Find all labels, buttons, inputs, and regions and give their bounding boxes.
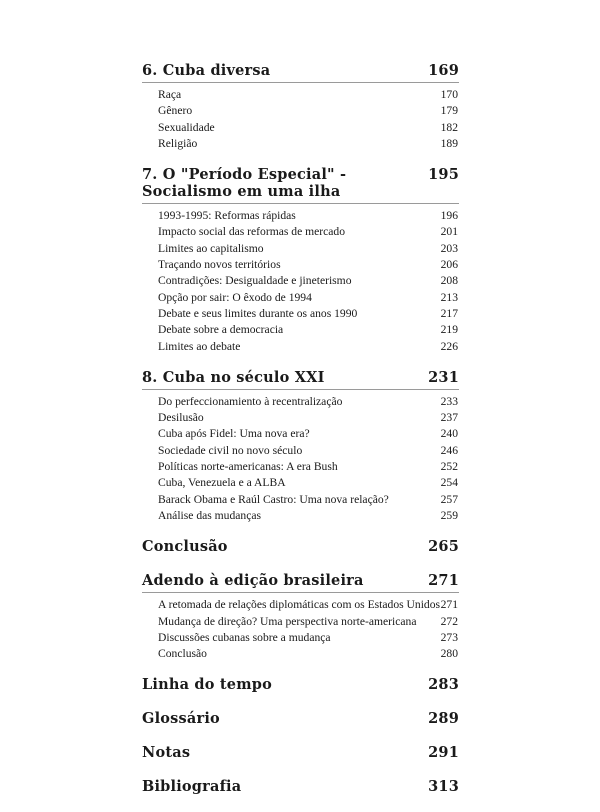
section-page-number: 182 <box>440 120 458 134</box>
chapter-title: 8. Cuba no século XXI <box>142 368 325 386</box>
section-page-number: 226 <box>440 339 458 353</box>
section-title: Limites ao debate <box>158 339 241 353</box>
toc-section-entry[interactable] <box>142 208 459 224</box>
toc-chapter-entry[interactable] <box>142 778 459 798</box>
toc-chapter-entry[interactable] <box>142 538 459 558</box>
section-page-number: 208 <box>440 274 458 288</box>
section-title: Conclusão <box>158 647 207 661</box>
toc-section-entry[interactable] <box>142 443 459 459</box>
toc-section-entry[interactable] <box>142 426 459 442</box>
toc-section-entry[interactable] <box>142 410 459 426</box>
chapter-page-number: 195 <box>428 166 459 184</box>
chapter-title: Linha do tempo <box>142 676 272 694</box>
section-page-number: 179 <box>440 104 458 118</box>
chapter-page-number: 313 <box>428 778 459 796</box>
section-title: Discussões cubanas sobre a mudança <box>158 630 331 644</box>
section-page-number: 237 <box>440 411 458 425</box>
section-title: Do perfeccionamiento à recentralização <box>158 394 343 408</box>
toc-chapter-block <box>142 166 459 355</box>
toc-chapter-block <box>142 369 459 524</box>
section-page-number: 273 <box>440 630 458 644</box>
chapter-page-number: 271 <box>428 572 459 590</box>
section-title: Raça <box>158 88 182 101</box>
section-title: Sexualidade <box>158 120 215 134</box>
toc-section-entry[interactable] <box>142 508 459 524</box>
toc-section-entry[interactable] <box>142 614 459 630</box>
chapter-page-number: 291 <box>428 744 459 762</box>
section-page-number: 272 <box>440 614 458 628</box>
chapter-title: 7. O "Período Especial" - Socialismo em uma ilha <box>142 166 347 201</box>
toc-section-entry[interactable] <box>142 103 459 119</box>
section-title: Políticas norte-americanas: A era Bush <box>158 460 338 474</box>
section-title: Limites ao capitalismo <box>158 241 264 255</box>
section-title: A retomada de relações diplomáticas com os Estados Unidos <box>158 598 441 612</box>
toc-section-entry[interactable] <box>142 306 459 322</box>
toc-chapter-entry[interactable] <box>142 572 459 593</box>
toc-section-entry[interactable] <box>142 87 459 103</box>
toc-section-entry[interactable] <box>142 224 459 240</box>
section-page-number: 196 <box>440 209 458 223</box>
toc-chapter-block <box>142 676 459 696</box>
toc-section-entry[interactable] <box>142 257 459 273</box>
chapter-page-number: 283 <box>428 676 459 694</box>
toc-chapter-block <box>142 778 459 798</box>
toc-chapter-entry[interactable] <box>142 166 459 204</box>
section-title: Debate e seus limites durante os anos 1990 <box>158 306 358 320</box>
section-title: Desilusão <box>158 411 204 425</box>
toc-section-entry[interactable] <box>142 646 459 662</box>
section-title: Debate sobre a democracia <box>158 323 284 337</box>
table-of-contents <box>142 62 459 812</box>
section-page-number: 254 <box>440 476 458 490</box>
section-title: Gênero <box>158 104 193 118</box>
toc-chapter-block <box>142 538 459 558</box>
toc-chapter-block <box>142 62 459 152</box>
section-page-number: 271 <box>440 598 458 612</box>
section-page-number: 213 <box>440 290 458 304</box>
section-page-number: 203 <box>440 241 458 255</box>
chapter-page-number: 289 <box>428 710 459 728</box>
section-title: Religião <box>158 136 198 150</box>
section-title: Sociedade civil no novo século <box>158 443 303 457</box>
chapter-title: Adendo à edição brasileira <box>142 572 364 590</box>
toc-section-entry[interactable] <box>142 241 459 257</box>
section-title: Impacto social das reformas de mercado <box>158 225 346 239</box>
toc-section-entry[interactable] <box>142 630 459 646</box>
toc-chapter-block <box>142 710 459 730</box>
toc-section-entry[interactable] <box>142 459 459 475</box>
toc-section-entry[interactable] <box>142 120 459 136</box>
section-page-number: 257 <box>440 492 458 506</box>
toc-chapter-entry[interactable] <box>142 62 459 83</box>
chapter-page-number: 265 <box>428 538 459 556</box>
toc-section-entry[interactable] <box>142 492 459 508</box>
section-page-number: 233 <box>440 394 458 408</box>
section-title: Opção por sair: O êxodo de 1994 <box>158 290 312 304</box>
chapter-title: Glossário <box>142 710 220 728</box>
section-page-number: 280 <box>440 647 458 661</box>
chapter-page-number: 169 <box>428 62 459 79</box>
section-page-number: 206 <box>440 258 458 272</box>
section-page-number: 240 <box>440 427 458 441</box>
chapter-title: Notas <box>142 744 191 762</box>
section-title: Contradições: Desigualdade e jineterismo <box>158 274 352 288</box>
toc-chapter-block <box>142 572 459 662</box>
toc-section-entry[interactable] <box>142 394 459 410</box>
chapter-title: Conclusão <box>142 538 228 556</box>
toc-chapter-entry[interactable] <box>142 744 459 764</box>
section-title: Análise das mudanças <box>158 508 262 522</box>
toc-section-entry[interactable] <box>142 290 459 306</box>
chapter-page-number: 231 <box>428 368 459 386</box>
section-title: Cuba, Venezuela e a ALBA <box>158 476 286 490</box>
section-title: Mudança de direção? Uma perspectiva norte-americana <box>158 614 417 628</box>
section-page-number: 259 <box>440 508 458 522</box>
chapter-title: 6. Cuba diversa <box>142 62 271 79</box>
toc-section-entry[interactable] <box>142 273 459 289</box>
section-page-number: 252 <box>440 460 458 474</box>
section-page-number: 201 <box>440 225 458 239</box>
section-page-number: 246 <box>440 443 458 457</box>
section-page-number: 217 <box>440 306 458 320</box>
section-title: Traçando novos territórios <box>158 258 281 272</box>
toc-section-entry[interactable] <box>142 136 459 152</box>
section-title: Cuba após Fidel: Uma nova era? <box>158 427 310 441</box>
toc-chapter-entry[interactable] <box>142 710 459 730</box>
section-title: 1993-1995: Reformas rápidas <box>158 209 296 223</box>
section-page-number: 219 <box>440 323 458 337</box>
section-page-number: 189 <box>440 136 458 150</box>
toc-section-entry[interactable] <box>142 339 459 355</box>
toc-section-entry[interactable] <box>142 475 459 491</box>
section-title: Barack Obama e Raúl Castro: Uma nova relação? <box>158 492 389 506</box>
toc-chapter-entry[interactable] <box>142 676 459 696</box>
section-page-number: 170 <box>440 88 458 101</box>
chapter-title: Bibliografia <box>142 778 242 796</box>
toc-section-entry[interactable] <box>142 322 459 338</box>
toc-section-entry[interactable] <box>142 597 459 613</box>
toc-chapter-block <box>142 744 459 764</box>
toc-chapter-entry[interactable] <box>142 369 459 390</box>
